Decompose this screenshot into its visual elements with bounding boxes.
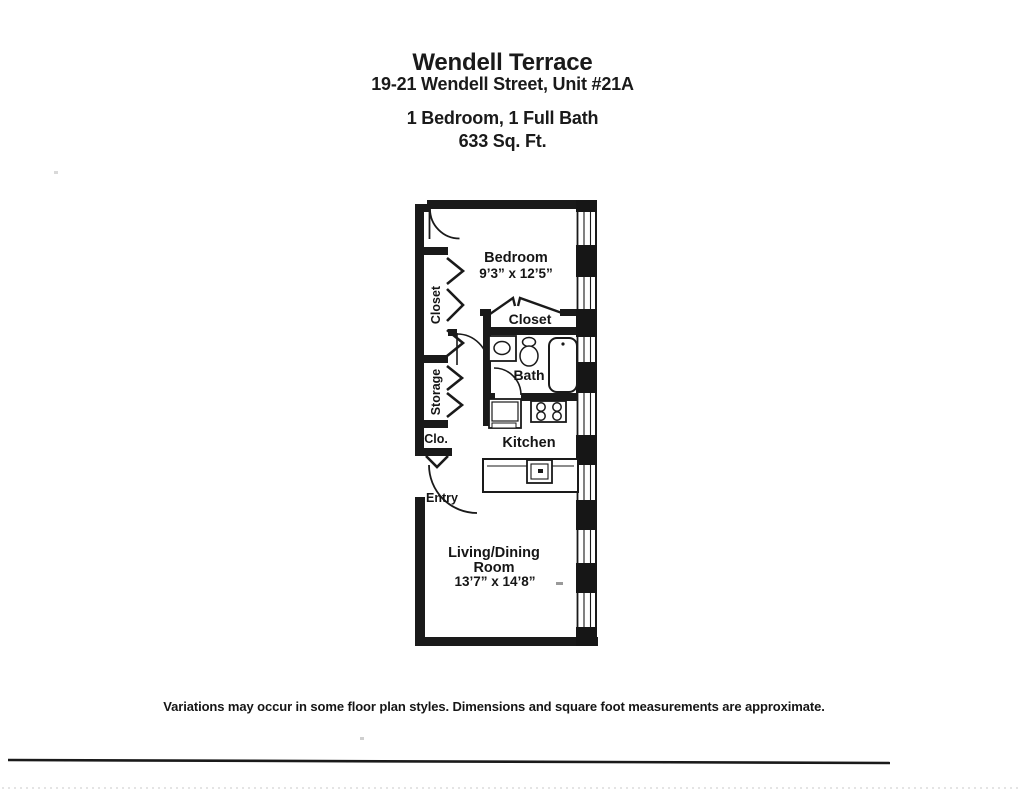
disclaimer-text: Variations may occur in some floor plan styles. Dimensions and square foot measurements are approximate. xyxy=(163,699,825,714)
page-title: Wendell Terrace xyxy=(412,49,593,76)
bathtub-fixture xyxy=(549,338,577,392)
hall-closet-label: Closet xyxy=(429,285,443,325)
scan-line xyxy=(8,760,890,763)
living-dims: 13’7” x 14’8” xyxy=(454,574,536,589)
kitchen-sink-fixture xyxy=(527,460,552,483)
living-label-line2: Room xyxy=(473,560,515,576)
bath-fixtures xyxy=(489,336,577,392)
wall-pier-blocks xyxy=(576,200,597,646)
bath-label: Bath xyxy=(513,367,545,383)
toilet-fixture xyxy=(520,338,538,367)
bedroom-dims: 9’3” x 12’5” xyxy=(479,266,553,281)
sink-fixture xyxy=(489,336,516,361)
refrigerator-fixture xyxy=(489,399,521,428)
entry-label: Entry xyxy=(426,491,458,505)
storage-label: Storage xyxy=(429,368,443,416)
area-line: 633 Sq. Ft. xyxy=(458,131,547,151)
window-wall xyxy=(576,200,597,646)
address-line: 19-21 Wendell Street, Unit #21A xyxy=(371,74,634,94)
kitchen-label: Kitchen xyxy=(502,435,556,451)
clo-label: Clo. xyxy=(424,432,448,446)
stove-fixture xyxy=(531,401,566,422)
bedroom-label: Bedroom xyxy=(484,250,548,266)
living-label-line1: Living/Dining xyxy=(448,545,540,561)
bedroom-door-arc xyxy=(430,208,460,239)
bed-bath-line: 1 Bedroom, 1 Full Bath xyxy=(406,108,599,128)
bedroom-closet-label: Closet xyxy=(508,311,552,327)
